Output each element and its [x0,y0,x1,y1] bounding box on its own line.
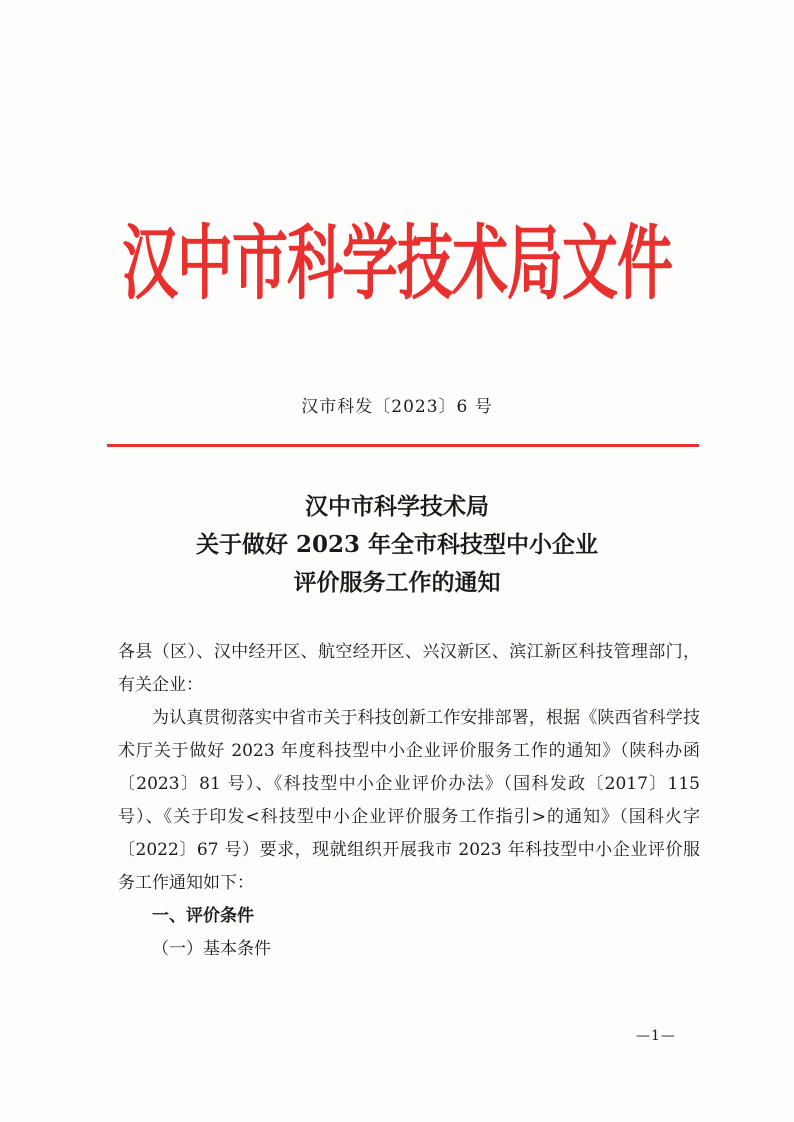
notice-title-line-3: 评价服务工作的通知 [293,569,501,596]
red-divider-line [107,444,699,447]
notice-title-line-1: 汉中市科学技术局 [305,493,489,520]
notice-body [118,636,700,966]
notice-title-line-2: 关于做好 2023 年全市科技型中小企业 [195,531,599,558]
subsection-heading-basic-conditions: （一）基本条件 [152,939,271,959]
page-number: —1— [636,1028,676,1044]
body-paragraph-1: 为认真贯彻落实中省市关于科技创新工作安排部署，根据《陕西省科学技术厅关于做好 2023 年度科技型中小企业评价服务工作的通知》（陕科办函〔2023〕81 号）、《科技型中小企业评价办法》（国科发政〔2017〕115 号）、《关于印发<科技型中小企业评价服务工作指引>的通知》（国科火字〔2022〕67 号）要求，现就组织开展我市 2023 年科技型中小企业评价服务工作通知如下： [118,708,700,893]
notice-title [0,488,794,602]
document-number: 汉市科发〔2023〕6 号 [301,397,493,417]
section-heading-evaluation-conditions: 一、评价条件 [152,906,254,926]
red-header-title: 汉中市科学技术局文件 [122,215,672,312]
recipients-line: 各县（区）、汉中经开区、航空经开区、兴汉新区、滨江新区科技管理部门，有关企业： [118,642,700,695]
